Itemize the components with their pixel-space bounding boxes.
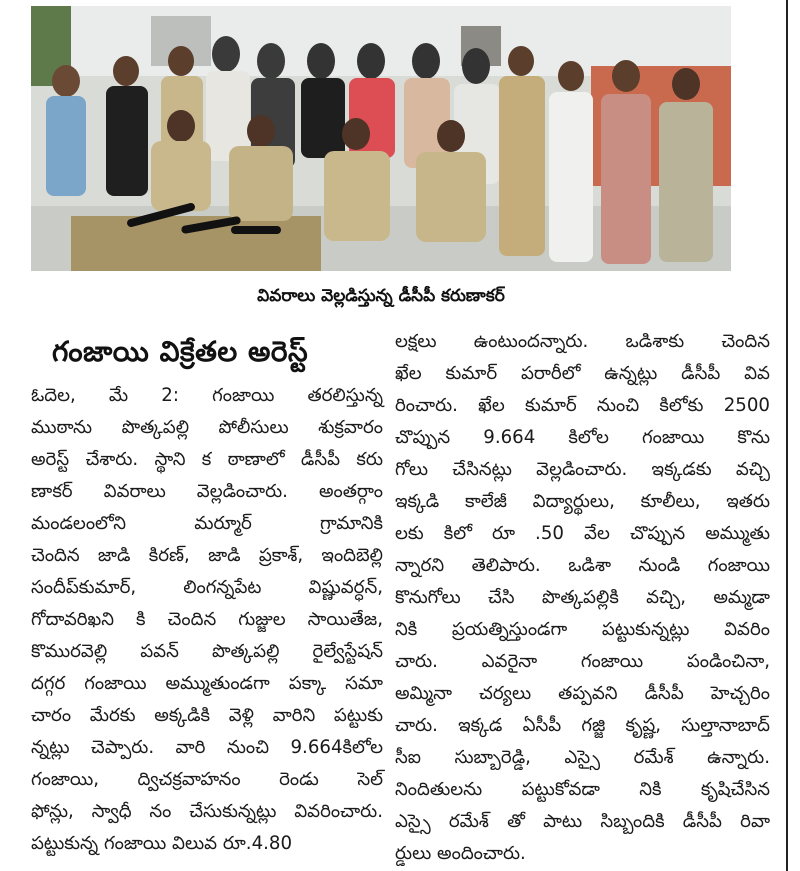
article-line: ఫోన్లు, స్వాధీ నం చేసుకున్నట్లు వివరించారు.: [31, 801, 383, 822]
article-line: రించారు. ఖేల కుమార్ నుంచి కిలోకు 2500: [395, 395, 770, 416]
news-photo: [31, 6, 731, 271]
article-line: ఇక్కడి కాలేజీ విద్యార్థులు, కూలీలు, ఇతరు: [395, 491, 770, 512]
article-line: లక్షలు ఉంటుందన్నారు. ఒడిశాకు చెందిన: [395, 331, 770, 352]
article-line: ఓదెల, మే 2: గంజాయి తరలిస్తున్న: [31, 385, 383, 406]
article-line: చారం మేరకు అక్కడికి వెళ్లి వారిని పట్టుకు: [31, 705, 383, 726]
article-line: నికి ప్రయత్నిస్తుండగా పట్టుకున్నట్లు వివరిం: [395, 619, 770, 640]
article-line: గోదావరిఖని కి చెందిన గుజ్జుల సాయితేజ,: [31, 609, 383, 630]
article-line: ముఠాను పొత్కపల్లి పోలీసులు శుక్రవారం: [31, 417, 383, 438]
article-column-right: [395, 326, 770, 870]
article-line: చారు. ఇక్కడ ఏసీపీ గజ్జి కృష్ణ, సుల్తానాబాద్: [395, 715, 770, 736]
article-line: చొప్పున 9.664 కిలోల గంజాయి కొను: [395, 427, 770, 448]
article-line: న్నారని తెలిపారు. ఒడిశా నుండి గంజాయి: [395, 555, 770, 576]
page-border-rule: [786, 0, 788, 871]
article-headline: గంజాయి విక్రేతల అరెస్ట్: [52, 335, 309, 368]
article-line: ణాకర్ వివరాలు వెల్లడించారు. అంతర్గాం: [31, 481, 383, 502]
article-line: దగ్గర గంజాయి అమ్ముతుండగా పక్కా సమా: [31, 673, 383, 694]
article-line: అమ్మినా చర్యలు తప్పవని డీసీపీ హెచ్చరిం: [395, 683, 770, 704]
article-line: సందీప్‌కుమార్, లింగన్నపేట విష్ణువర్ధన్,: [31, 577, 383, 598]
article-line: ఖేల కుమార్ పరారీలో ఉన్నట్లు డీసీపీ వివ: [395, 363, 770, 384]
article-line: కొనుగోలు చేసి పొత్కపల్లికి వచ్చి, అమ్మడా: [395, 587, 770, 608]
article-line: పట్టుకున్న గంజాయి విలువ రూ.4.80: [31, 833, 293, 854]
article-column-left: [31, 380, 383, 860]
article-line: గోలు చేసినట్లు వెల్లడించారు. ఇక్కడకు వచ్చి: [395, 459, 770, 480]
photo-caption: వివరాలు వెల్లడిస్తున్న డీసీపీ కరుణాకర్: [257, 286, 505, 306]
article-line: చారు. ఎవరైనా గంజాయి పండించినా,: [395, 651, 770, 672]
article-line: కొమురవెల్లి పవన్ పొత్కపల్లి రైల్వేస్టేషన్: [31, 641, 383, 662]
article-line: ఎస్సై రమేశ్ తో పాటు సిబ్బందికి డీసీపీ రివా: [395, 811, 770, 832]
article-line: ర్డులు అందించారు.: [395, 843, 526, 864]
article-line: చెందిన జాడి కిరణ్, జాడి ప్రకాశ్, ఇందిబెల్లి: [31, 545, 383, 566]
article-line: మండలంలోని మర్మూర్ గ్రామానికి: [31, 513, 383, 534]
article-line: న్నట్లు చెప్పారు. వారి నుంచి 9.664కిలోల: [31, 737, 383, 758]
article-line: లకు కిలో రూ .50 వేల చొప్పున అమ్ముతు: [395, 523, 770, 544]
article-line: నిందితులను పట్టుకోవడా నికి కృషిచేసిన: [395, 779, 770, 800]
article-line: సీఐ సుబ్బారెడ్డి, ఎస్సై రమేశ్ ఉన్నారు.: [395, 747, 770, 768]
article-line: అరెస్ట్ చేశారు. స్థాని క ఠాణాలో డీసీపీ కరు: [31, 449, 383, 470]
article-line: గంజాయి, ద్విచక్రవాహనం రెండు సెల్: [31, 769, 383, 790]
